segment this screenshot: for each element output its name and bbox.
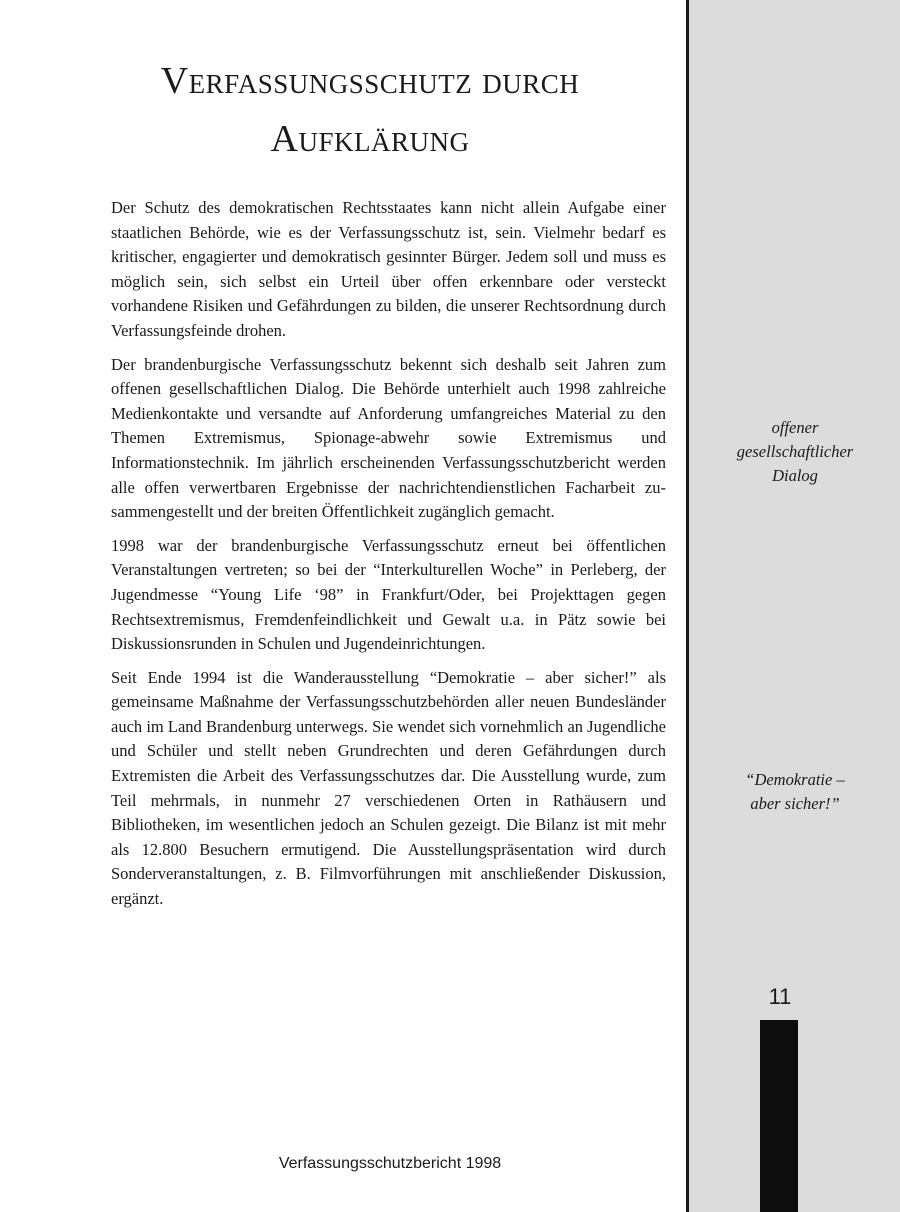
title-line-1: Verfassungsschutz durch bbox=[160, 60, 580, 102]
margin-note-line: aber sicher!” bbox=[750, 794, 840, 813]
paragraph-events: 1998 war der brandenburgische Verfassungsschutz erneut bei öffentlichen Veranstaltungen vertreten; so bei der “Interkulturellen Woche” in Perleberg, der Jugendmesse “Young Life ‘98” in Frankfurt/Oder, bei Projekttagen gegen Rechtsextremismus, Fremdenfeindlichkeit und Gewalt u.a. in Pätz sowie bei Diskussionsrunden in Schulen und Jugendeinrichtungen. bbox=[111, 535, 666, 654]
page-footer: Verfassungsschutzbericht 1998 bbox=[278, 1155, 502, 1172]
title-line-2: Aufklärung bbox=[270, 118, 470, 160]
margin-note-line: gesellschaftlicher bbox=[736, 442, 854, 461]
margin-note-dialog bbox=[690, 416, 900, 488]
margin-note-line: offener bbox=[771, 418, 819, 437]
page-title bbox=[60, 52, 680, 168]
margin-note-line: “Demokratie – bbox=[745, 770, 845, 789]
page-number: 11 bbox=[768, 984, 792, 1009]
margin-note-exhibition bbox=[690, 768, 900, 816]
paragraph-intro: Der Schutz des demokratischen Rechtsstaates kann nicht allein Aufgabe einer staatlichen Behörde, wie es der Verfassungsschutz ist, sein. Vielmehr bedarf es kritischer, engagierter und demokratisch gesinnter Bürger. Jedem soll und muss es möglich sein, sich selbst ein Urteil über offen erkennbare oder versteckt vorhandene Risiken und Gefährdungen zu bilden, die unserer Rechtsordnung durch Verfassungsfeinde drohen. bbox=[111, 198, 666, 340]
margin-note-line: Dialog bbox=[772, 466, 818, 485]
page-tab-bar bbox=[760, 1020, 798, 1212]
paragraph-exhibition: Seit Ende 1994 ist die Wanderausstellung “Demokratie – aber sicher!” als gemeinsame Maßnahme der Verfassungsschutzbehörden aller neuen Bundesländer auch im Land Brandenburg unterwegs. Sie wendet sich vornehmlich an Jugendliche und Schüler und stellt neben Grundrechten und deren Gefährdungen durch Extremisten die Arbeit des Verfassungsschutzes dar. Die Ausstellung wurde, zum Teil mehrmals, in nunmehr 27 verschiedenen Orten in Rathäusern und Bibliotheken, im wesentlichen jedoch an Schulen gezeigt. Die Bilanz ist mit mehr als 12.800 Besuchern ermutigend. Die Ausstellungspräsentation wird durch Sonderveranstaltungen, z. B. Filmvorführungen mit anschließender Diskussion, ergänzt. bbox=[111, 667, 666, 909]
body-text bbox=[111, 196, 666, 921]
paragraph-dialog: Der brandenburgische Verfassungsschutz bekennt sich deshalb seit Jahren zum offenen gesellschaftlichen Dialog. Die Behörde unterhielt auch 1998 zahlreiche Medienkontakte und versandte auf Anforderung umfangreiches Material zu den Themen Extremismus, Spionage-abwehr sowie Extremismus und Informationstechnik. Im jährlich erscheinenden Verfassungsschutzbericht werden alle offen verwertbaren Ergebnisse der nachrichtendienstlichen Facharbeit zusammengestellt und der breiten Öffentlichkeit zugänglich gemacht. bbox=[111, 354, 666, 522]
